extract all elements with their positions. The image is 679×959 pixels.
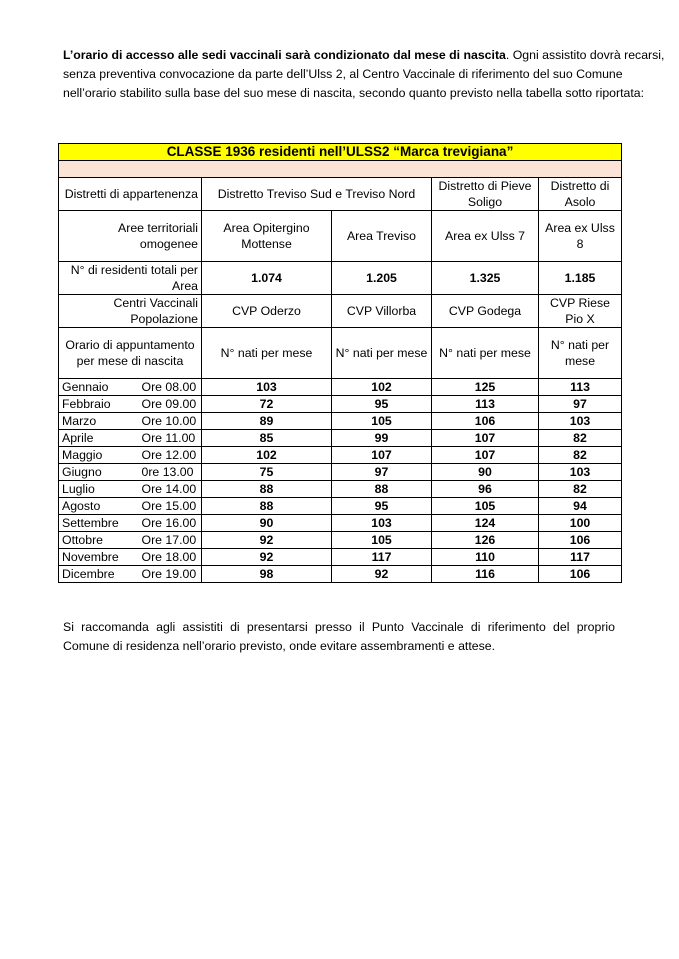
- births-count: 100: [539, 515, 622, 532]
- births-label-1: N° nati per mese: [202, 328, 332, 379]
- residents-ex-ulss-7: 1.325: [432, 262, 539, 295]
- month-name: Febbraio: [59, 396, 136, 413]
- month-name: Aprile: [59, 430, 136, 447]
- births-count: 97: [539, 396, 622, 413]
- intro-bold-text: L’orario di accesso alle sedi vaccinali sarà condizionato dal mese di nascita: [63, 48, 506, 62]
- vaccination-schedule-table: [58, 143, 622, 583]
- births-count: 107: [332, 447, 432, 464]
- month-name: Settembre: [59, 515, 136, 532]
- month-rows: [59, 379, 622, 583]
- intro-paragraph: [63, 46, 665, 103]
- births-count: 107: [432, 447, 539, 464]
- appointment-time: Ore 16.00: [136, 515, 202, 532]
- month-name: Marzo: [59, 413, 136, 430]
- births-count: 105: [332, 532, 432, 549]
- births-count: 92: [202, 532, 332, 549]
- births-count: 88: [202, 481, 332, 498]
- center-riese-pio-x: CVP Riese Pio X: [539, 295, 622, 328]
- center-villorba: CVP Villorba: [332, 295, 432, 328]
- intro-line-1-rest: . Ogni assistito dovrà recarsi,: [505, 48, 665, 62]
- births-count: 103: [202, 379, 332, 396]
- table-row: [59, 532, 622, 549]
- center-oderzo: CVP Oderzo: [202, 295, 332, 328]
- births-count: 82: [539, 447, 622, 464]
- births-count: 82: [539, 430, 622, 447]
- month-name: Gennaio: [59, 379, 136, 396]
- area-treviso: Area Treviso: [332, 211, 432, 262]
- appointment-time: Ore 19.00: [136, 566, 202, 583]
- area-ex-ulss-7: Area ex Ulss 7: [432, 211, 539, 262]
- schedule-label: Orario di appuntamento per mese di nascita: [59, 328, 202, 379]
- births-count: 106: [432, 413, 539, 430]
- births-count: 95: [332, 396, 432, 413]
- pink-band: [59, 161, 622, 178]
- table-row: [59, 447, 622, 464]
- month-name: Maggio: [59, 447, 136, 464]
- month-name: Giugno: [59, 464, 136, 481]
- schedule-header-row: [59, 328, 622, 379]
- table-row: [59, 498, 622, 515]
- table-row: [59, 379, 622, 396]
- births-count: 90: [202, 515, 332, 532]
- births-count: 106: [539, 566, 622, 583]
- births-count: 103: [539, 413, 622, 430]
- births-count: 82: [539, 481, 622, 498]
- areas-row: [59, 211, 622, 262]
- area-opitergino: Area Opitergino Mottense: [202, 211, 332, 262]
- births-count: 89: [202, 413, 332, 430]
- births-count: 90: [432, 464, 539, 481]
- residents-label: N° di residenti totali per Area: [59, 262, 202, 295]
- births-count: 102: [332, 379, 432, 396]
- districts-row: [59, 178, 622, 211]
- table-title: CLASSE 1936 residenti nell’ULSS2 “Marca trevigiana”: [59, 144, 622, 161]
- residents-opitergino: 1.074: [202, 262, 332, 295]
- births-count: 95: [332, 498, 432, 515]
- table-row: [59, 481, 622, 498]
- residents-row: [59, 262, 622, 295]
- residents-treviso: 1.205: [332, 262, 432, 295]
- births-count: 113: [539, 379, 622, 396]
- intro-line-2: senza preventiva convocazione da parte dell’Ulss 2, al Centro Vaccinale di riferimento del suo Comune: [63, 67, 623, 81]
- births-count: 125: [432, 379, 539, 396]
- births-count: 98: [202, 566, 332, 583]
- appointment-time: 0re 13.00: [136, 464, 202, 481]
- births-count: 103: [539, 464, 622, 481]
- births-count: 126: [432, 532, 539, 549]
- appointment-time: Ore 08.00: [136, 379, 202, 396]
- births-count: 97: [332, 464, 432, 481]
- births-count: 99: [332, 430, 432, 447]
- births-count: 107: [432, 430, 539, 447]
- births-count: 72: [202, 396, 332, 413]
- table-row: [59, 464, 622, 481]
- table-row: [59, 430, 622, 447]
- births-count: 103: [332, 515, 432, 532]
- table-row: [59, 515, 622, 532]
- appointment-time: Ore 15.00: [136, 498, 202, 515]
- births-label-2: N° nati per mese: [332, 328, 432, 379]
- births-label-3: N° nati per mese: [432, 328, 539, 379]
- centers-row: [59, 295, 622, 328]
- births-count: 94: [539, 498, 622, 515]
- areas-label: Aree territoriali omogenee: [59, 211, 202, 262]
- births-label-4: N° nati per mese: [539, 328, 622, 379]
- births-count: 110: [432, 549, 539, 566]
- district-treviso: Distretto Treviso Sud e Treviso Nord: [202, 178, 432, 211]
- births-count: 124: [432, 515, 539, 532]
- month-name: Dicembre: [59, 566, 136, 583]
- births-count: 75: [202, 464, 332, 481]
- pink-band-row: [59, 161, 622, 178]
- month-name: Agosto: [59, 498, 136, 515]
- district-pieve-soligo: Distretto di Pieve Soligo: [432, 178, 539, 211]
- appointment-time: Ore 18.00: [136, 549, 202, 566]
- births-count: 105: [432, 498, 539, 515]
- births-count: 102: [202, 447, 332, 464]
- residents-ex-ulss-8: 1.185: [539, 262, 622, 295]
- births-count: 116: [432, 566, 539, 583]
- month-name: Ottobre: [59, 532, 136, 549]
- appointment-time: Ore 09.00: [136, 396, 202, 413]
- centers-label: Centri Vaccinali Popolazione: [59, 295, 202, 328]
- births-count: 106: [539, 532, 622, 549]
- table-title-row: [59, 144, 622, 161]
- closing-line-1: Si raccomanda agli assistiti di presentarsi presso il Punto Vaccinale di riferimento del proprio: [63, 620, 615, 634]
- appointment-time: Ore 11.00: [136, 430, 202, 447]
- table-row: [59, 549, 622, 566]
- births-count: 96: [432, 481, 539, 498]
- table-row: [59, 396, 622, 413]
- appointment-time: Ore 12.00: [136, 447, 202, 464]
- closing-line-2: Comune di residenza nell’orario previsto, onde evitare assembramenti e attese.: [63, 639, 495, 653]
- births-count: 92: [332, 566, 432, 583]
- appointment-time: Ore 17.00: [136, 532, 202, 549]
- month-name: Novembre: [59, 549, 136, 566]
- births-count: 113: [432, 396, 539, 413]
- month-name: Luglio: [59, 481, 136, 498]
- center-godega: CVP Godega: [432, 295, 539, 328]
- births-count: 117: [332, 549, 432, 566]
- closing-paragraph: [63, 618, 615, 656]
- appointment-time: Ore 10.00: [136, 413, 202, 430]
- table-row: [59, 413, 622, 430]
- table-row: [59, 566, 622, 583]
- births-count: 88: [332, 481, 432, 498]
- intro-line-3: nell’orario stabilito sulla base del suo mese di nascita, secondo quanto previsto nella tabella sotto riportata:: [63, 86, 645, 100]
- births-count: 88: [202, 498, 332, 515]
- births-count: 105: [332, 413, 432, 430]
- births-count: 85: [202, 430, 332, 447]
- district-asolo: Distretto di Asolo: [539, 178, 622, 211]
- area-ex-ulss-8: Area ex Ulss 8: [539, 211, 622, 262]
- births-count: 117: [539, 549, 622, 566]
- districts-label: Distretti di appartenenza: [59, 178, 202, 211]
- intro-line-1: [63, 46, 665, 65]
- births-count: 92: [202, 549, 332, 566]
- appointment-time: Ore 14.00: [136, 481, 202, 498]
